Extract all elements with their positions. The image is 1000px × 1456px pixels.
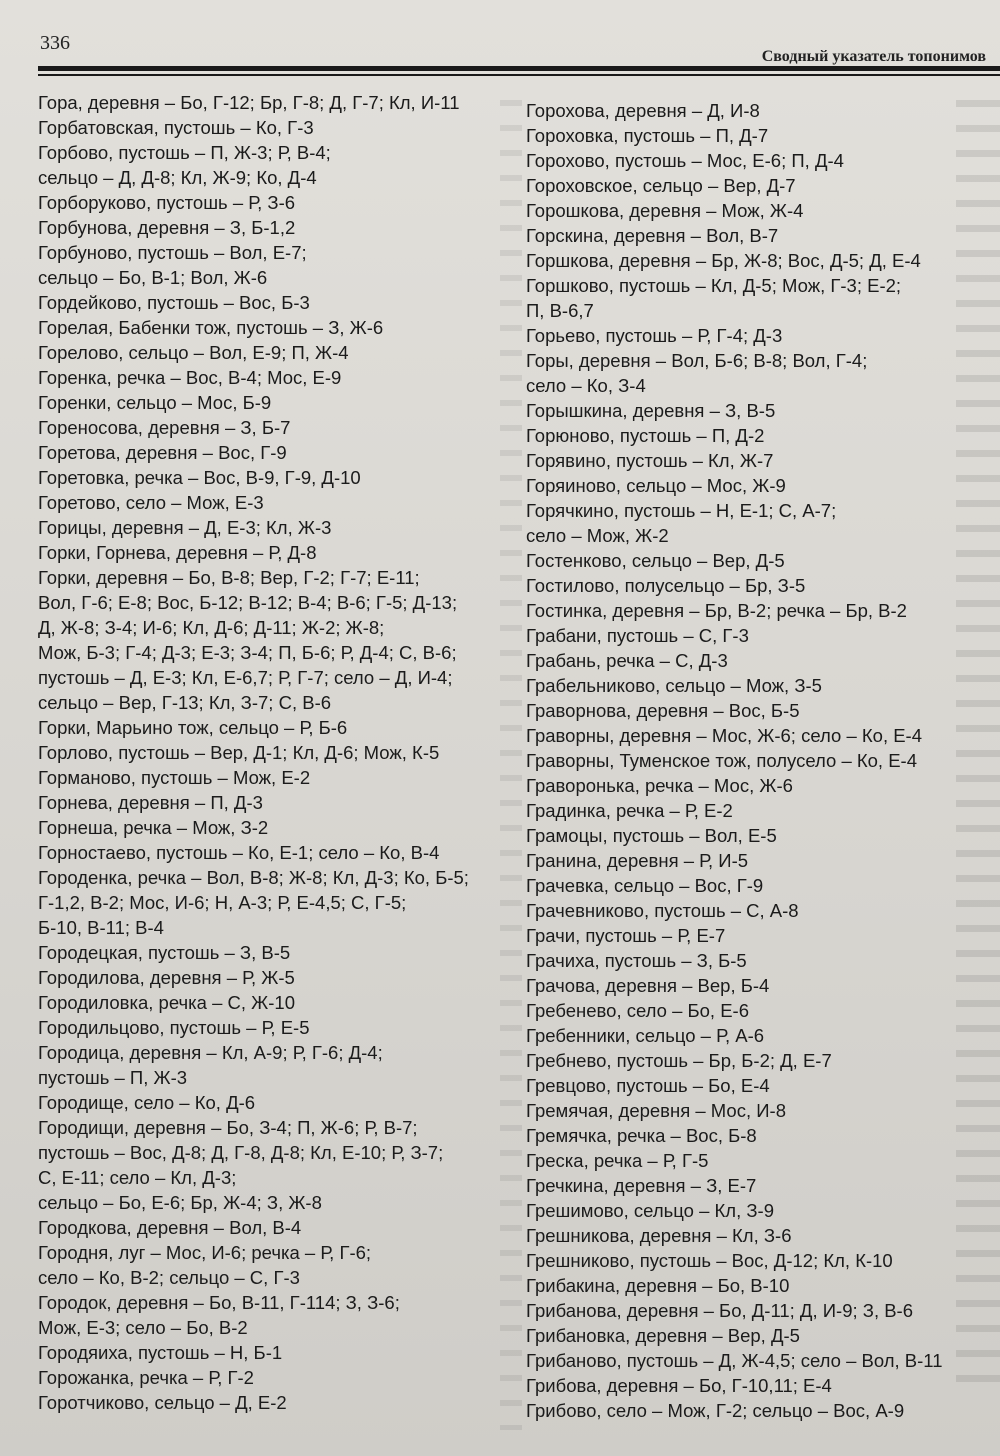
index-entry-line: Городище, село – Ко, Д-6 xyxy=(38,1092,256,1113)
index-entry-line: Грибово, село – Мож, Г-2; сельцо – Вос, А-9 xyxy=(526,1400,905,1421)
index-entry-line: Городкова, деревня – Вол, В-4 xyxy=(38,1217,302,1238)
index-entry-line: село – Мож, Ж-2 xyxy=(526,525,669,546)
index-entry-line: Городилова, деревня – Р, Ж-5 xyxy=(38,967,295,988)
index-entry-line: Мож, Б-3; Г-4; Д-3; Е-3; З-4; П, Б-6; Р, Д-4; С, В-6; xyxy=(38,642,457,663)
index-entry-line: Городица, деревня – Кл, А-9; Р, Г-6; Д-4; xyxy=(38,1042,383,1063)
index-entry-line: Горшково, пустошь – Кл, Д-5; Мож, Г-3; Е-2; xyxy=(526,275,902,296)
index-entry-line: сельцо – Вер, Г-13; Кл, З-7; С, В-6 xyxy=(38,692,332,713)
index-entry-line: Гребенники, сельцо – Р, А-6 xyxy=(526,1025,765,1046)
index-entry-line: Горшкова, деревня – Бр, Ж-8; Вос, Д-5; Д, Е-4 xyxy=(526,250,921,271)
index-entry-line: Горотчиково, сельцо – Д, Е-2 xyxy=(38,1392,287,1413)
index-entry-line: Грибановка, деревня – Вер, Д-5 xyxy=(526,1325,800,1346)
index-entry-line: Грешникова, деревня – Кл, З-6 xyxy=(526,1225,792,1246)
index-entry-line: Горетова, деревня – Вос, Г-9 xyxy=(38,442,287,463)
index-entry-line: Граворонька, речка – Мос, Ж-6 xyxy=(526,775,793,796)
index-entry-line: Гостинка, деревня – Бр, В-2; речка – Бр, В-2 xyxy=(526,600,907,621)
index-entry-line: Гремячка, речка – Вос, Б-8 xyxy=(526,1125,757,1146)
index-entry-line: Гревцово, пустошь – Бо, Е-4 xyxy=(526,1075,770,1096)
index-entry-line: Горборуково, пустошь – Р, З-6 xyxy=(38,192,296,213)
index-entry-line: Грачиха, пустошь – З, Б-5 xyxy=(526,950,747,971)
index-entry-line: Горбунова, деревня – З, Б-1,2 xyxy=(38,217,296,238)
index-entry-line: Городенка, речка – Вол, В-8; Ж-8; Кл, Д-3; Ко, Б-5; xyxy=(38,867,469,888)
index-entry-line: сельцо – Бо, Е-6; Бр, Ж-4; З, Ж-8 xyxy=(38,1192,322,1213)
page-number: 336 xyxy=(40,32,70,54)
index-entry-line: Б-10, В-11; В-4 xyxy=(38,917,164,938)
index-entry-line: Грибова, деревня – Бо, Г-10,11; Е-4 xyxy=(526,1375,832,1396)
index-entry-line: Горбово, пустошь – П, Ж-3; Р, В-4; xyxy=(38,142,331,163)
index-entry-line: Мож, Е-3; село – Бо, В-2 xyxy=(38,1317,248,1338)
index-entry-line: Гребнево, пустошь – Бр, Б-2; Д, Е-7 xyxy=(526,1050,832,1071)
index-entry-line: Грабельниково, сельцо – Мож, З-5 xyxy=(526,675,822,696)
index-entry-line: Гремячая, деревня – Мос, И-8 xyxy=(526,1100,786,1121)
index-entry-line: Грачи, пустошь – Р, Е-7 xyxy=(526,925,726,946)
index-entry-line: Горбуново, пустошь – Вол, Е-7; xyxy=(38,242,307,263)
index-column-right xyxy=(526,98,976,1423)
index-entry-line: Грамоцы, пустошь – Вол, Е-5 xyxy=(526,825,777,846)
index-entry-line: Городок, деревня – Бо, В-11, Г-114; З, З-6; xyxy=(38,1292,400,1313)
index-entry-line: Гордейково, пустошь – Вос, Б-3 xyxy=(38,292,310,313)
index-entry-line: пустошь – Вос, Д-8; Д, Г-8, Д-8; Кл, Е-10; Р, З-7; xyxy=(38,1142,444,1163)
index-entry-line: Городяиха, пустошь – Н, Б-1 xyxy=(38,1342,283,1363)
index-entry-line: Горявино, пустошь – Кл, Ж-7 xyxy=(526,450,774,471)
index-entry-line: Греска, речка – Р, Г-5 xyxy=(526,1150,709,1171)
index-entry-line: Горнева, деревня – П, Д-3 xyxy=(38,792,263,813)
index-entry-line: Грабань, речка – С, Д-3 xyxy=(526,650,728,671)
index-entry-line: Городильцово, пустошь – Р, Е-5 xyxy=(38,1017,310,1038)
index-entry-line: Городиловка, речка – С, Ж-10 xyxy=(38,992,295,1013)
index-entry-line: Горяиново, сельцо – Мос, Ж-9 xyxy=(526,475,786,496)
index-entry-line: Горенки, сельцо – Мос, Б-9 xyxy=(38,392,272,413)
index-entry-line: Горьево, пустошь – Р, Г-4; Д-3 xyxy=(526,325,783,346)
index-entry-line: Горелово, сельцо – Вол, Е-9; П, Ж-4 xyxy=(38,342,349,363)
index-entry-line: Гостилово, полусельцо – Бр, З-5 xyxy=(526,575,806,596)
index-entry-line: Грибаново, пустошь – Д, Ж-4,5; село – Вол, В-11 xyxy=(526,1350,943,1371)
index-entry-line: Горетовка, речка – Вос, В-9, Г-9, Д-10 xyxy=(38,467,361,488)
index-entry-line: Горохова, деревня – Д, И-8 xyxy=(526,100,760,121)
index-entry-line: Городищи, деревня – Бо, З-4; П, Ж-6; Р, В-7; xyxy=(38,1117,418,1138)
index-entry-line: Горелая, Бабенки тож, пустошь – З, Ж-6 xyxy=(38,317,384,338)
index-entry-line: Граворны, деревня – Мос, Ж-6; село – Ко, Е-4 xyxy=(526,725,923,746)
index-entry-line: Гороховское, сельцо – Вер, Д-7 xyxy=(526,175,796,196)
index-entry-line: Горицы, деревня – Д, Е-3; Кл, Ж-3 xyxy=(38,517,332,538)
index-entry-line: Грачова, деревня – Вер, Б-4 xyxy=(526,975,770,996)
index-entry-line: Горетово, село – Мож, Е-3 xyxy=(38,492,264,513)
index-entry-line: Горошкова, деревня – Мож, Ж-4 xyxy=(526,200,804,221)
index-entry-line: Горбатовская, пустошь – Ко, Г-3 xyxy=(38,117,314,138)
index-entry-line: Горюново, пустошь – П, Д-2 xyxy=(526,425,765,446)
index-entry-line: Городецкая, пустошь – З, В-5 xyxy=(38,942,291,963)
index-entry-line: село – Ко, З-4 xyxy=(526,375,646,396)
index-entry-line: Грачевниково, пустошь – С, А-8 xyxy=(526,900,799,921)
index-entry-line: П, В-6,7 xyxy=(526,300,594,321)
index-entry-line: Грабани, пустошь – С, Г-3 xyxy=(526,625,749,646)
index-entry-line: Горманово, пустошь – Мож, Е-2 xyxy=(38,767,311,788)
index-entry-line: Горностаево, пустошь – Ко, Е-1; село – Ко, В-4 xyxy=(38,842,440,863)
index-entry-line: Граворнова, деревня – Вос, Б-5 xyxy=(526,700,800,721)
index-entry-line: Гора, деревня – Бо, Г-12; Бр, Г-8; Д, Г-7; Кл, И-11 xyxy=(38,92,460,113)
index-entry-line: Грачевка, сельцо – Вос, Г-9 xyxy=(526,875,764,896)
index-entry-line: Граворны, Туменское тож, полусело – Ко, Е-4 xyxy=(526,750,918,771)
index-entry-line: Горки, деревня – Бо, В-8; Вер, Г-2; Г-7; Е-11; xyxy=(38,567,420,588)
index-entry-line: Гороховка, пустошь – П, Д-7 xyxy=(526,125,769,146)
index-entry-line: село – Ко, В-2; сельцо – С, Г-3 xyxy=(38,1267,300,1288)
index-entry-line: Градинка, речка – Р, Е-2 xyxy=(526,800,733,821)
index-entry-line: Грибакина, деревня – Бо, В-10 xyxy=(526,1275,790,1296)
index-entry-line: Грешниково, пустошь – Вос, Д-12; Кл, К-10 xyxy=(526,1250,893,1271)
index-entry-line: пустошь – Д, Е-3; Кл, Е-6,7; Р, Г-7; село – Д, И-4; xyxy=(38,667,453,688)
index-entry-line: Горышкина, деревня – З, В-5 xyxy=(526,400,776,421)
index-entry-line: Гребенево, село – Бо, Е-6 xyxy=(526,1000,750,1021)
index-entry-line: С, Е-11; село – Кл, Д-3; xyxy=(38,1167,237,1188)
index-entry-line: Горскина, деревня – Вол, В-7 xyxy=(526,225,779,246)
index-entry-line: Г-1,2, В-2; Мос, И-6; Н, А-3; Р, Е-4,5; С, Г-5; xyxy=(38,892,407,913)
index-entry-line: Горнеша, речка – Мож, З-2 xyxy=(38,817,269,838)
index-entry-line: Гореносова, деревня – З, Б-7 xyxy=(38,417,291,438)
index-entry-line: Горки, Горнева, деревня – Р, Д-8 xyxy=(38,542,317,563)
index-column-left xyxy=(38,90,516,1415)
header-rule-thick xyxy=(38,66,1000,71)
index-entry-line: Вол, Г-6; Е-8; Вос, Б-12; В-12; В-4; В-6; Г-5; Д-13; xyxy=(38,592,458,613)
header-rule-thin xyxy=(38,74,1000,76)
index-entry-line: Грибанова, деревня – Бо, Д-11; Д, И-9; З, В-6 xyxy=(526,1300,914,1321)
index-entry-line: Д, Ж-8; З-4; И-6; Кл, Д-6; Д-11; Ж-2; Ж-8; xyxy=(38,617,385,638)
index-entry-line: пустошь – П, Ж-3 xyxy=(38,1067,188,1088)
index-entry-line: Горенка, речка – Вос, В-4; Мос, Е-9 xyxy=(38,367,342,388)
index-entry-line: Горлово, пустошь – Вер, Д-1; Кл, Д-6; Мож, К-5 xyxy=(38,742,440,763)
index-entry-line: Гранина, деревня – Р, И-5 xyxy=(526,850,749,871)
index-entry-line: Горки, Марьино тож, сельцо – Р, Б-6 xyxy=(38,717,348,738)
index-entry-line: Грешимово, сельцо – Кл, З-9 xyxy=(526,1200,775,1221)
index-entry-line: Гречкина, деревня – З, Е-7 xyxy=(526,1175,757,1196)
index-entry-line: Городня, луг – Мос, И-6; речка – Р, Г-6; xyxy=(38,1242,372,1263)
index-entry-line: Горячкино, пустошь – Н, Е-1; С, А-7; xyxy=(526,500,837,521)
running-title: Сводный указатель топонимов xyxy=(761,48,986,65)
index-entry-line: Гостенково, сельцо – Вер, Д-5 xyxy=(526,550,785,571)
index-entry-line: сельцо – Бо, В-1; Вол, Ж-6 xyxy=(38,267,268,288)
index-entry-line: сельцо – Д, Д-8; Кл, Ж-9; Ко, Д-4 xyxy=(38,167,317,188)
index-entry-line: Горохово, пустошь – Мос, Е-6; П, Д-4 xyxy=(526,150,844,171)
index-entry-line: Горожанка, речка – Р, Г-2 xyxy=(38,1367,254,1388)
index-entry-line: Горы, деревня – Вол, Б-6; В-8; Вол, Г-4; xyxy=(526,350,868,371)
